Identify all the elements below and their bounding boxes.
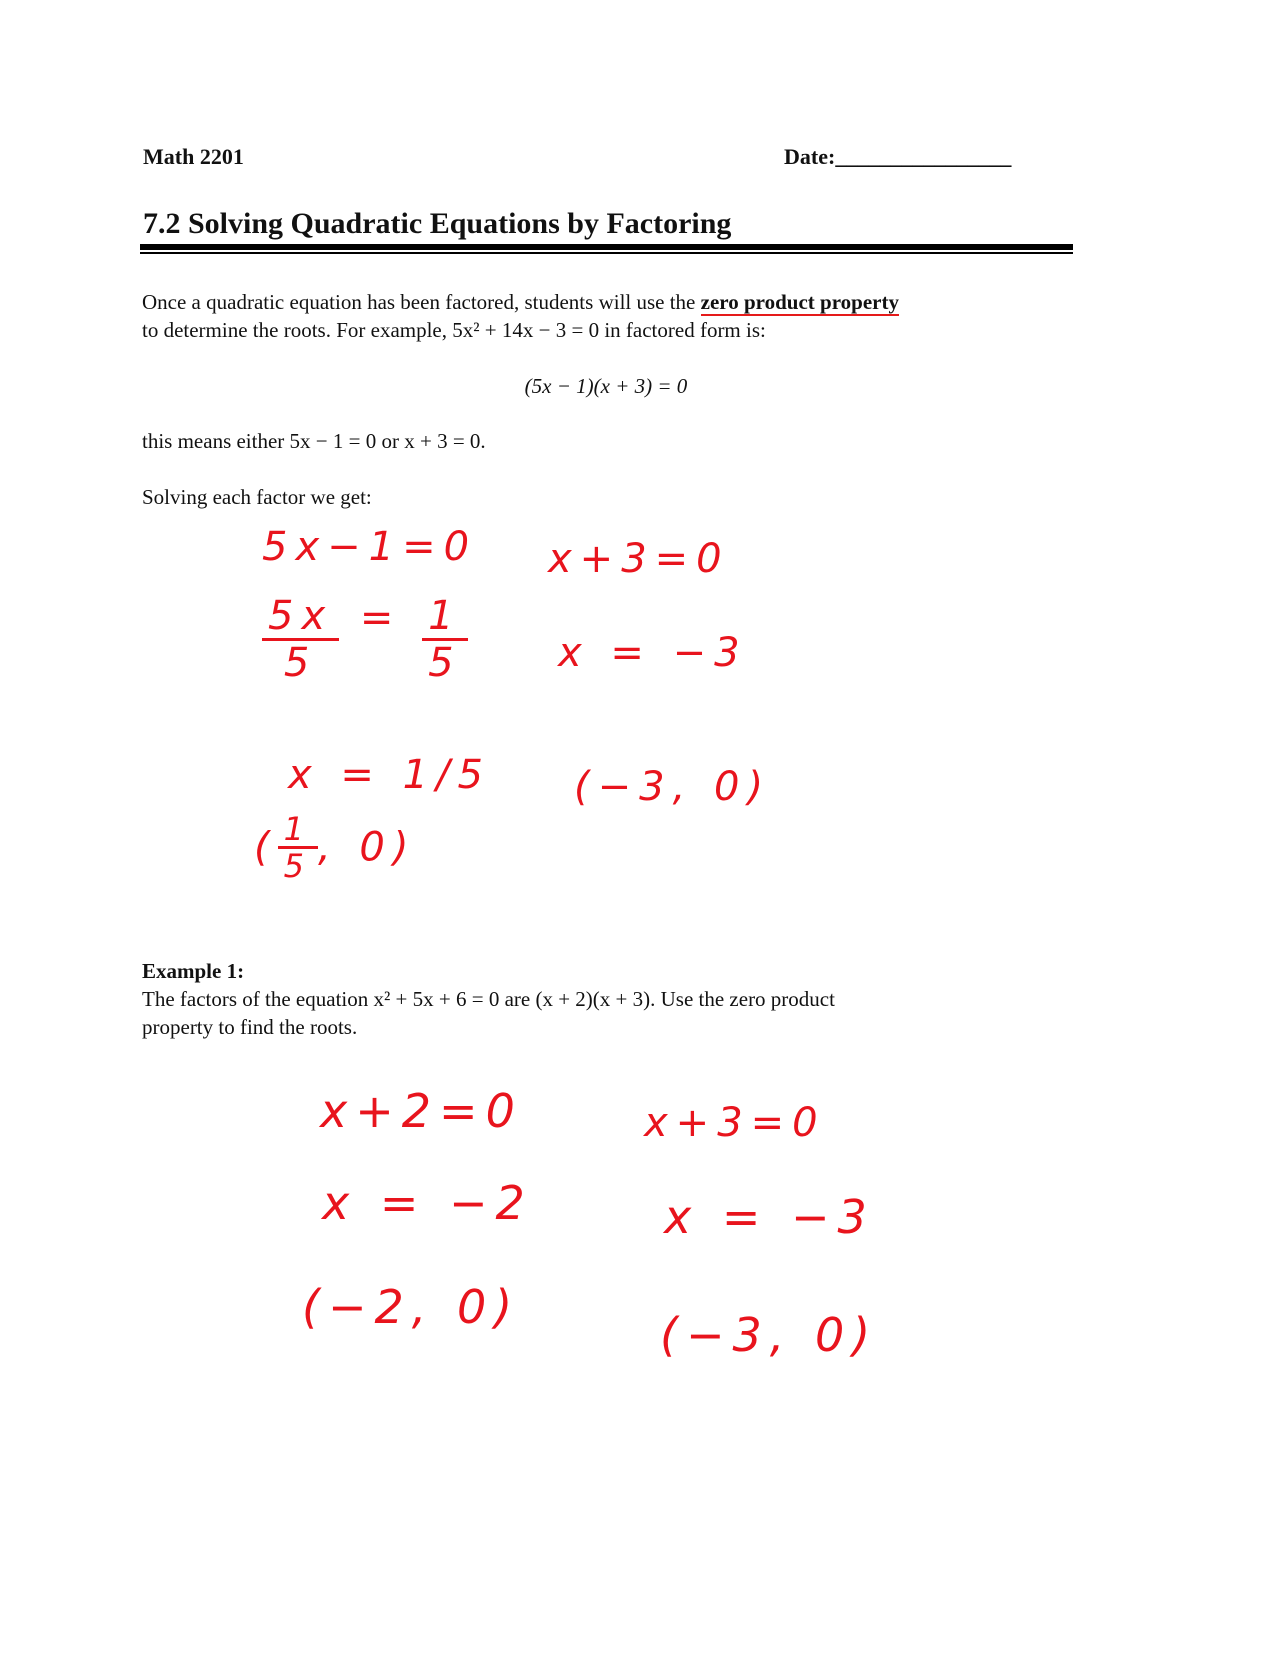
hw-ex1-x-equals-neg3: x = −3 [664,1190,875,1244]
hw-x-plus-3: x+3=0 [548,536,730,582]
title-rule-thick [140,244,1073,250]
title-rule-thin [140,252,1073,254]
hw-point-neg3: (−3, 0) [574,764,772,810]
hw-ex1-x-plus-3: x+3=0 [644,1100,826,1146]
date-blank: ________________ [835,144,1012,169]
hw-x-equals-neg3: x = −3 [558,630,748,676]
hw-x-equals-neg2: x = −2 [322,1176,533,1230]
intro-line-1 [142,288,899,316]
solving-statement: Solving each factor we get: [142,485,372,509]
intro-text: Once a quadratic equation has been factored, students will use the [142,290,701,314]
hw-point-one-fifth: ( $\frac{1}{5}$, 0) [254,810,417,885]
intro-line-2: to determine the roots. For example, 5x² + 14x − 3 = 0 in factored form is: [142,318,766,342]
hw-x-plus-2: x+2=0 [320,1084,523,1138]
hw-fraction-left: $\frac{5x}{5}$ [262,594,339,685]
date-label: Date: [784,144,836,169]
hw-point-neg2: (−2, 0) [302,1280,521,1334]
example-1-heading: Example 1: [142,959,245,983]
course-label: Math 2201 [143,144,244,169]
hw-x-equals-one-fifth: x = 1/5 [288,752,491,798]
factored-equation: (5x − 1)(x + 3) = 0 [524,374,688,398]
zero-product-property-term: zero product property [700,290,899,314]
hw-ex1-point-neg3: (−3, 0) [660,1308,879,1362]
example-1-line-1: The factors of the equation x² + 5x + 6 = 0 are (x + 2)(x + 3). Use the zero product [142,987,835,1011]
either-statement: this means either 5x − 1 = 0 or x + 3 = 0. [142,429,486,453]
date-field[interactable] [784,144,1011,170]
hw-fraction-right: $\frac{1}{5}$ [422,594,467,685]
example-1-line-2: property to find the roots. [142,1015,358,1039]
page-title: 7.2 Solving Quadratic Equations by Factoring [143,207,732,240]
hw-5x-minus-1: 5x−1=0 [262,524,478,570]
hw-divide-step: $\frac{5x}{5}$ = $\frac{1}{5}$ [262,594,468,685]
